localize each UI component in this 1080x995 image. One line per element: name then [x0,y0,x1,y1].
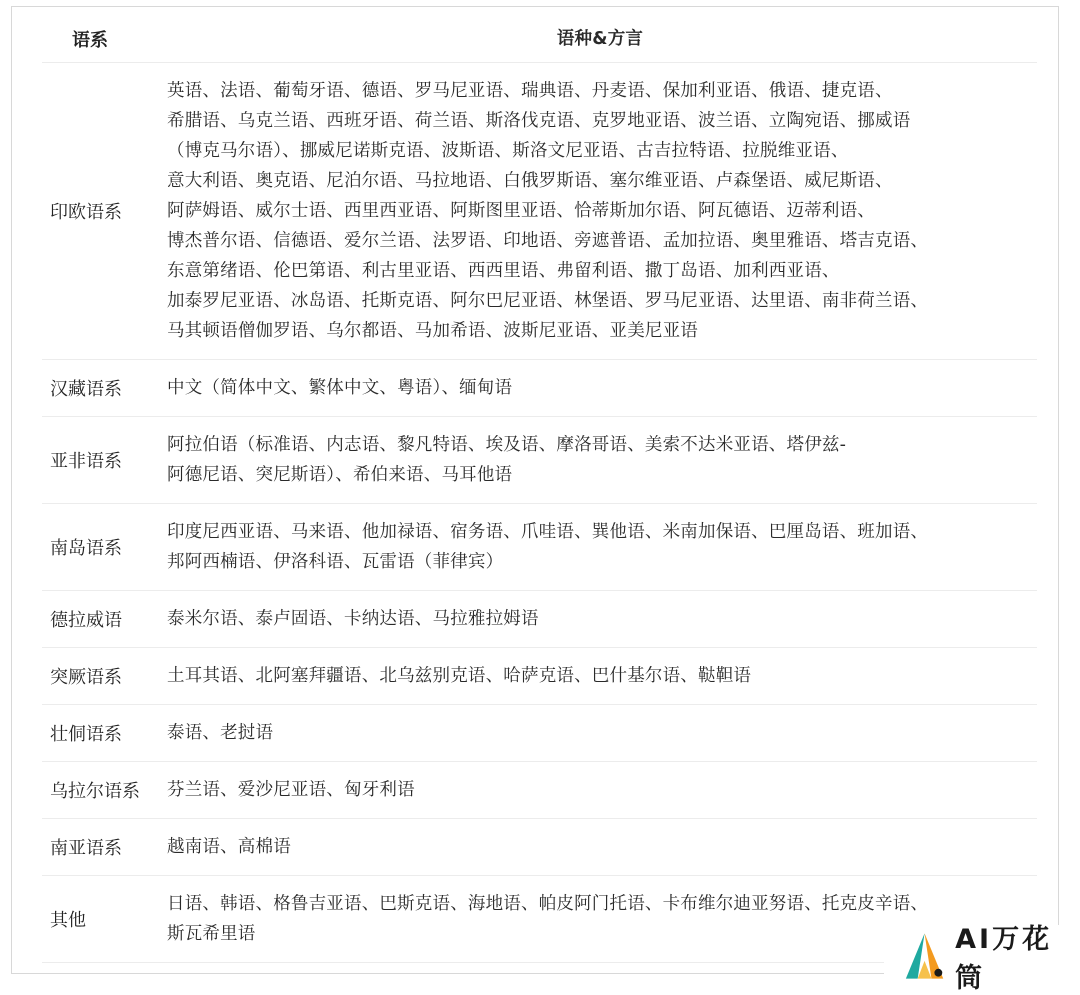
language-list [167,718,1037,748]
family-name: 印欧语系 [50,202,122,223]
language-list [167,832,1037,862]
language-line: 阿德尼语、突尼斯语）、希伯来语、马耳他语 [167,465,513,485]
table-row [42,819,1037,876]
header-family: 语系 [72,29,108,51]
family-name: 乌拉尔语系 [50,781,140,802]
language-line: 中文（简体中文、繁体中文、粤语）、缅甸语 [167,378,513,398]
content-frame [11,6,1059,974]
language-line: 印度尼西亚语、马来语、他加禄语、宿务语、爪哇语、巽他语、米南加保语、巴厘岛语、班加语、 [167,522,929,542]
language-line: 博杰普尔语、信德语、爱尔兰语、法罗语、印地语、旁遮普语、孟加拉语、奥里雅语、塔吉克语、 [167,231,929,251]
language-line: 泰语、老挝语 [167,723,274,743]
watermark-text: AI万花筒 [955,924,1053,994]
watermark [884,924,1080,994]
table-row [42,63,1037,360]
table-row [42,417,1037,504]
language-line: 东意第绪语、伦巴第语、利古里亚语、西西里语、弗留利语、撒丁岛语、加利西亚语、 [167,261,840,281]
triangle-logo-icon [898,929,951,983]
family-name: 亚非语系 [50,451,122,472]
table-row [42,705,1037,762]
language-line: 日语、韩语、格鲁吉亚语、巴斯克语、海地语、帕皮阿门托语、卡布维尔迪亚努语、托克皮辛语、 [167,894,929,914]
language-line: 意大利语、奥克语、尼泊尔语、马拉地语、白俄罗斯语、塞尔维亚语、卢森堡语、威尼斯语、 [167,171,893,191]
header-langs: 语种&方言 [556,28,644,49]
language-line: 希腊语、乌克兰语、西班牙语、荷兰语、斯洛伐克语、克罗地亚语、波兰语、立陶宛语、挪威语 [167,111,911,131]
table-row [42,762,1037,819]
language-table [42,15,1037,963]
language-line: 越南语、高棉语 [167,837,291,857]
table-row [42,648,1037,705]
table-row [42,360,1037,417]
language-line: （博克马尔语）、挪威尼诺斯克语、波斯语、斯洛文尼亚语、古吉拉特语、拉脱维亚语、 [167,141,849,161]
language-line: 马其顿语僧伽罗语、乌尔都语、马加希语、波斯尼亚语、亚美尼亚语 [167,321,698,341]
table-row [42,591,1037,648]
language-line: 邦阿西楠语、伊洛科语、瓦雷语（菲律宾） [167,552,504,572]
language-line: 英语、法语、葡萄牙语、德语、罗马尼亚语、瑞典语、丹麦语、保加利亚语、俄语、捷克语、 [167,81,893,101]
language-line: 土耳其语、北阿塞拜疆语、北乌兹别克语、哈萨克语、巴什基尔语、鞑靼语 [167,666,752,686]
language-list [167,517,1037,577]
language-line: 阿拉伯语（标准语、内志语、黎凡特语、埃及语、摩洛哥语、美索不达米亚语、塔伊兹- [167,435,847,455]
family-name: 其他 [50,910,86,931]
family-name: 突厥语系 [50,667,122,688]
language-list [167,373,1037,403]
language-line: 阿萨姆语、威尔士语、西里西亚语、阿斯图里亚语、恰蒂斯加尔语、阿瓦德语、迈蒂利语、 [167,201,875,221]
language-list [167,76,1037,346]
language-line: 加泰罗尼亚语、冰岛语、托斯克语、阿尔巴尼亚语、林堡语、罗马尼亚语、达里语、南非荷兰语、 [167,291,929,311]
family-name: 壮侗语系 [50,724,122,745]
language-list [167,430,1037,490]
family-name: 南岛语系 [50,538,122,559]
family-name: 南亚语系 [50,838,122,859]
language-list [167,775,1037,805]
language-list [167,604,1037,634]
table-row [42,504,1037,591]
language-line: 泰米尔语、泰卢固语、卡纳达语、马拉雅拉姆语 [167,609,539,629]
language-line: 芬兰语、爱沙尼亚语、匈牙利语 [167,780,415,800]
family-name: 德拉威语 [50,610,122,631]
family-name: 汉藏语系 [50,379,122,400]
table-header [42,15,1037,63]
language-line: 斯瓦希里语 [167,924,256,944]
language-list [167,661,1037,691]
